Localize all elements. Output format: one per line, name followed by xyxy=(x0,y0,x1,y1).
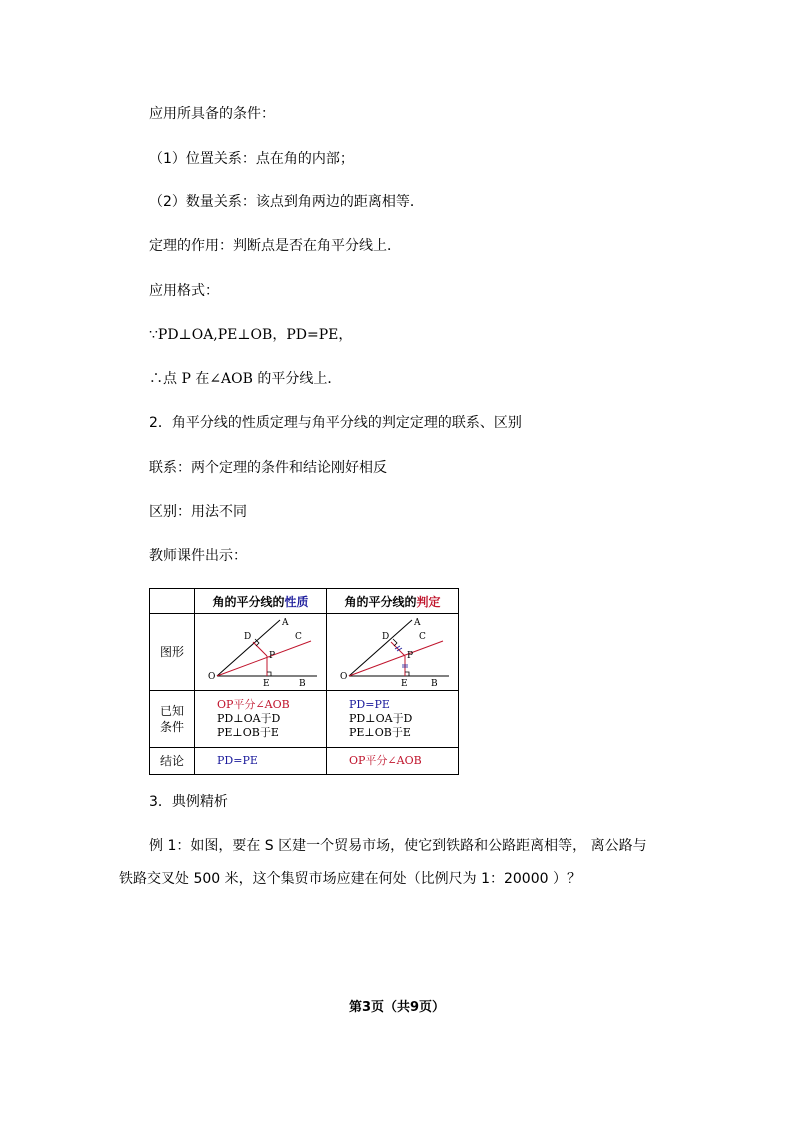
line-because: ∵PD⊥OA,PE⊥OB，PD=PE， xyxy=(149,327,353,343)
label-a: A xyxy=(282,618,289,628)
row-label-known-1: 已知 xyxy=(159,704,184,718)
table-known-row xyxy=(150,691,459,748)
table-header-row xyxy=(150,589,459,614)
line-theorem-use: 定理的作用：判断点是否在角平分线上． xyxy=(149,238,401,254)
figure-determination-cell xyxy=(327,614,459,691)
label-b: B xyxy=(299,679,306,687)
example-line-2: 铁路交叉处 500 米，这个集贸市场应建在何处（比例尺为 1：20000 ）？ xyxy=(119,871,581,887)
label-e: E xyxy=(263,679,270,687)
label-d: D xyxy=(382,632,390,642)
label-p: P xyxy=(407,651,414,661)
line-therefore: ∴点 P 在∠AOB 的平分线上． xyxy=(149,371,342,387)
conclusion-determination: OP平分∠AOB xyxy=(327,748,459,775)
condition-text: OP平分∠AOB xyxy=(217,698,290,711)
line-quantity: （2）数量关系：该点到角两边的距离相等． xyxy=(149,194,424,210)
line-relation: 联系：两个定理的条件和结论刚好相反 xyxy=(149,460,387,476)
header-property xyxy=(195,589,327,614)
example-line-1: 例 1：如图，要在 S 区建一个贸易市场，使它到铁路和公路距离相等， 离公路与 xyxy=(149,838,647,854)
line-conditions: 应用所具备的条件： xyxy=(149,106,275,122)
row-label-known xyxy=(150,691,195,748)
page-footer: 第3页（共9页） xyxy=(348,1000,446,1015)
line-difference: 区别：用法不同 xyxy=(149,504,247,520)
line-section2: 2．角平分线的性质定理与角平分线的判定定理的联系、区别 xyxy=(149,415,522,431)
line-format: 应用格式： xyxy=(149,283,219,299)
line-courseware: 教师课件出示： xyxy=(149,548,247,564)
header-determination-word: 判定 xyxy=(416,594,441,609)
condition-text: PD⊥OA于D xyxy=(349,712,413,725)
label-o: O xyxy=(208,672,216,682)
comparison-table xyxy=(149,588,459,775)
conclusion-property: PD=PE xyxy=(195,748,327,775)
header-property-prefix: 角的平分线的 xyxy=(212,594,285,609)
label-a: A xyxy=(414,618,421,628)
table-figure-row xyxy=(150,614,459,691)
table-conclusion-row xyxy=(150,748,459,775)
condition-text: PE⊥OB于E xyxy=(349,726,411,739)
condition-text: PE⊥OB于E xyxy=(217,726,279,739)
figure-property-cell xyxy=(195,614,327,691)
header-determination-prefix: 角的平分线的 xyxy=(344,594,417,609)
label-p: P xyxy=(269,651,276,661)
known-property-cell xyxy=(195,691,327,748)
label-b: B xyxy=(431,679,438,687)
section3-heading: 3．典例精析 xyxy=(149,794,228,810)
label-c: C xyxy=(419,632,426,642)
condition-text: PD⊥OA于D xyxy=(217,712,281,725)
label-o: O xyxy=(340,672,348,682)
angle-bisector-figure-determination xyxy=(327,614,458,687)
condition-text: PD=PE xyxy=(349,698,390,711)
table-corner-cell xyxy=(150,589,195,614)
row-label-conclusion: 结论 xyxy=(150,748,195,775)
label-e: E xyxy=(401,679,408,687)
label-c: C xyxy=(295,632,302,642)
header-property-word: 性质 xyxy=(284,594,309,609)
angle-bisector-figure-property xyxy=(195,614,326,687)
header-determination xyxy=(327,589,459,614)
label-d: D xyxy=(244,632,252,642)
row-label-figure: 图形 xyxy=(150,614,195,691)
known-determination-cell xyxy=(327,691,459,748)
line-position: （1）位置关系：点在角的内部； xyxy=(149,151,354,167)
row-label-known-2: 条件 xyxy=(159,720,184,734)
